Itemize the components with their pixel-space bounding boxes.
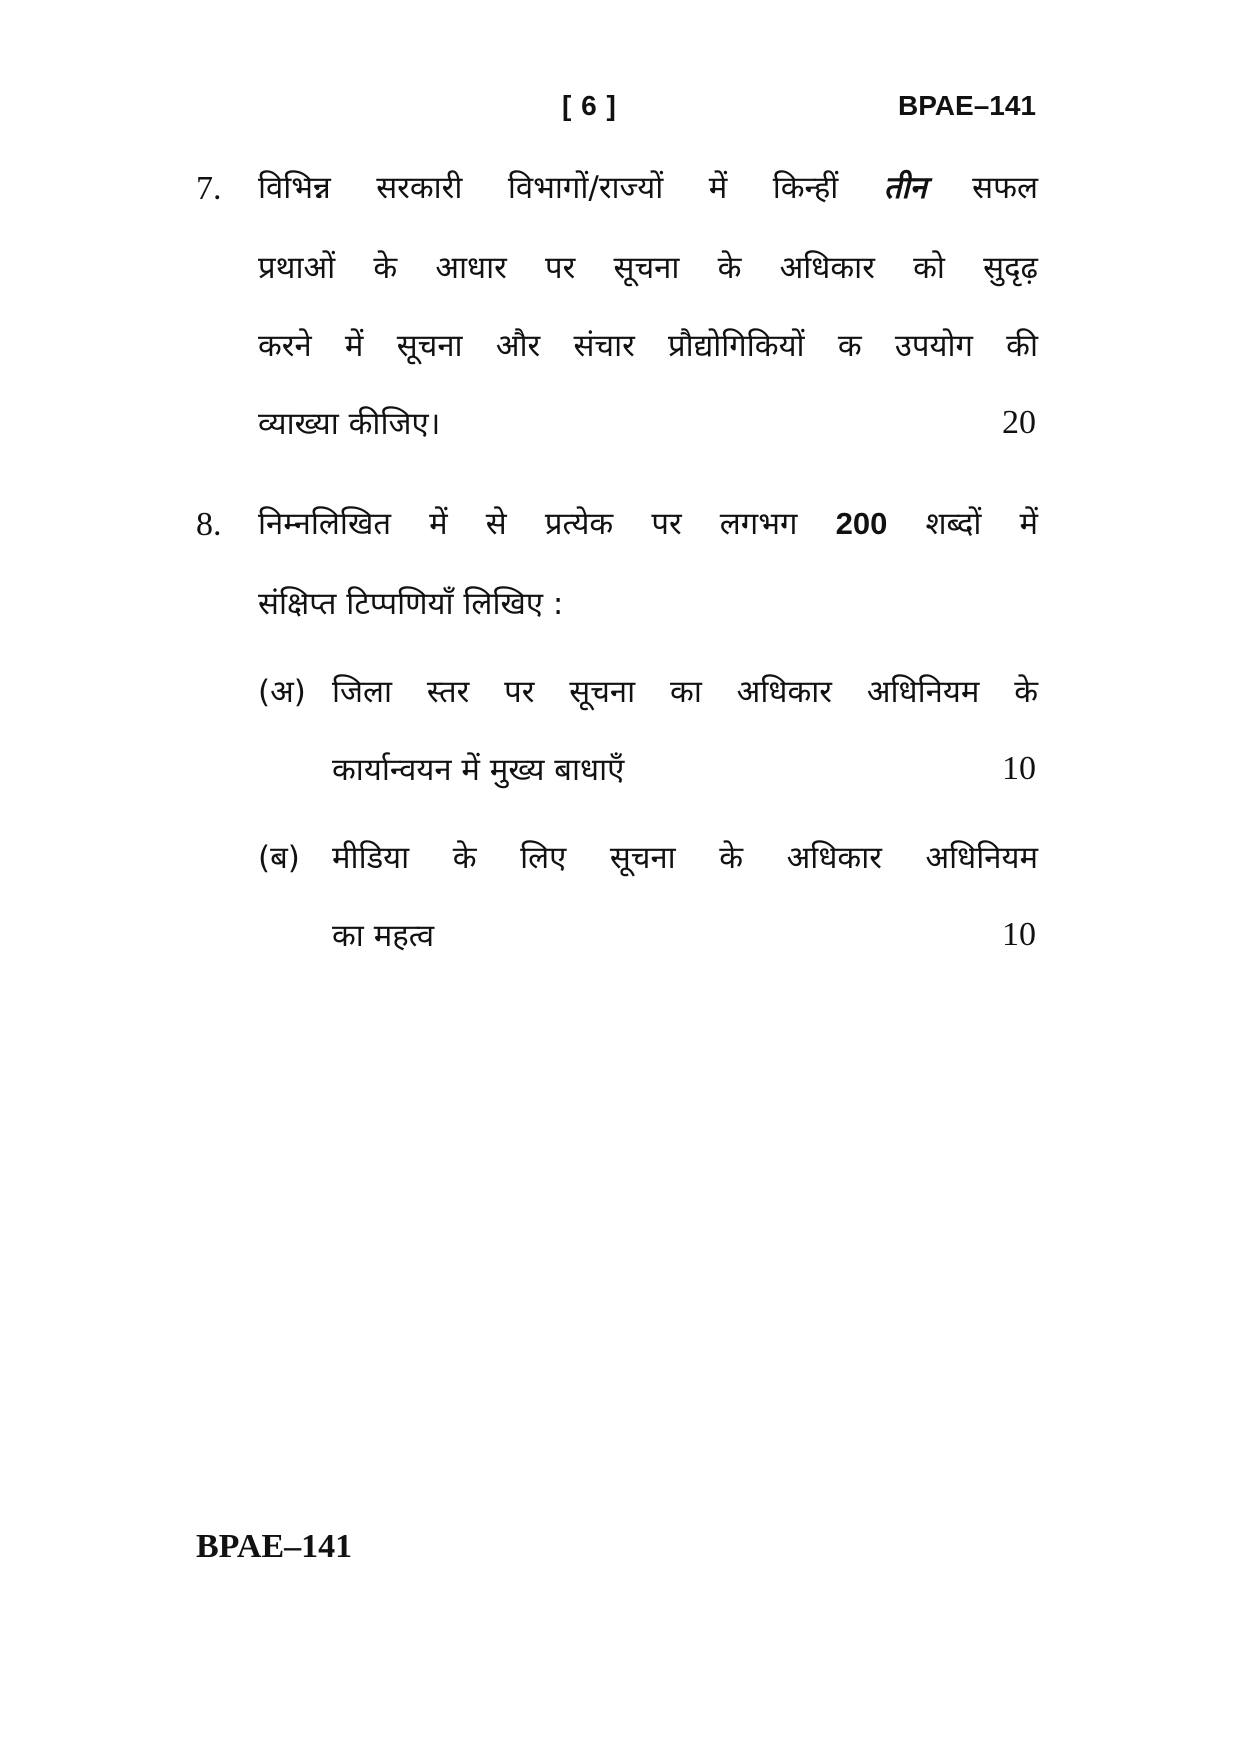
question-7-line-2: प्रथाओं के आधार पर सूचना के अधिकार को सुदृढ़ bbox=[258, 250, 1038, 286]
question-8-line-1 bbox=[258, 504, 1038, 544]
question-7-line-1-end: सफल bbox=[972, 170, 1039, 206]
question-8-word-count: 200 bbox=[835, 506, 888, 541]
question-7-line-1 bbox=[258, 168, 1038, 208]
part-a-label: (अ) bbox=[258, 674, 306, 710]
part-a-marks: 10 bbox=[1002, 750, 1036, 787]
header-paper-code: BPAE–141 bbox=[897, 90, 1036, 121]
question-8-line-1-end: शब्दों में bbox=[925, 506, 1038, 542]
question-7-emphasis: तीन bbox=[883, 170, 927, 206]
part-a-line-2: कार्यान्वयन में मुख्य बाधाएँ bbox=[332, 752, 625, 788]
part-b-line-2: का महत्व bbox=[332, 918, 435, 954]
question-7-marks: 20 bbox=[1002, 404, 1036, 441]
question-8-line-2: संक्षिप्त टिप्पणियाँ लिखिए : bbox=[258, 586, 564, 622]
question-8-line-1-text: निम्नलिखित में से प्रत्येक पर लगभग bbox=[258, 506, 798, 542]
part-b-line-1: मीडिया के लिए सूचना के अधिकार अधिनियम bbox=[332, 840, 1038, 876]
part-b-marks: 10 bbox=[1002, 916, 1036, 953]
question-7-line-1-text: विभिन्न सरकारी विभागों/राज्यों में किन्हीं bbox=[258, 170, 839, 206]
question-7-line-3: करने में सूचना और संचार प्रौद्योगिकियों क उपयोग की bbox=[258, 328, 1038, 364]
question-7-line-4: व्याख्या कीजिए। bbox=[258, 406, 441, 442]
question-8-number: 8. bbox=[196, 506, 222, 543]
question-7-number: 7. bbox=[196, 170, 222, 207]
part-b-label: (ब) bbox=[258, 840, 300, 876]
footer-paper-code: BPAE–141 bbox=[196, 1528, 353, 1565]
part-a-line-1: जिला स्तर पर सूचना का अधिकार अधिनियम के bbox=[332, 674, 1038, 710]
page-number: [ 6 ] bbox=[562, 90, 617, 121]
